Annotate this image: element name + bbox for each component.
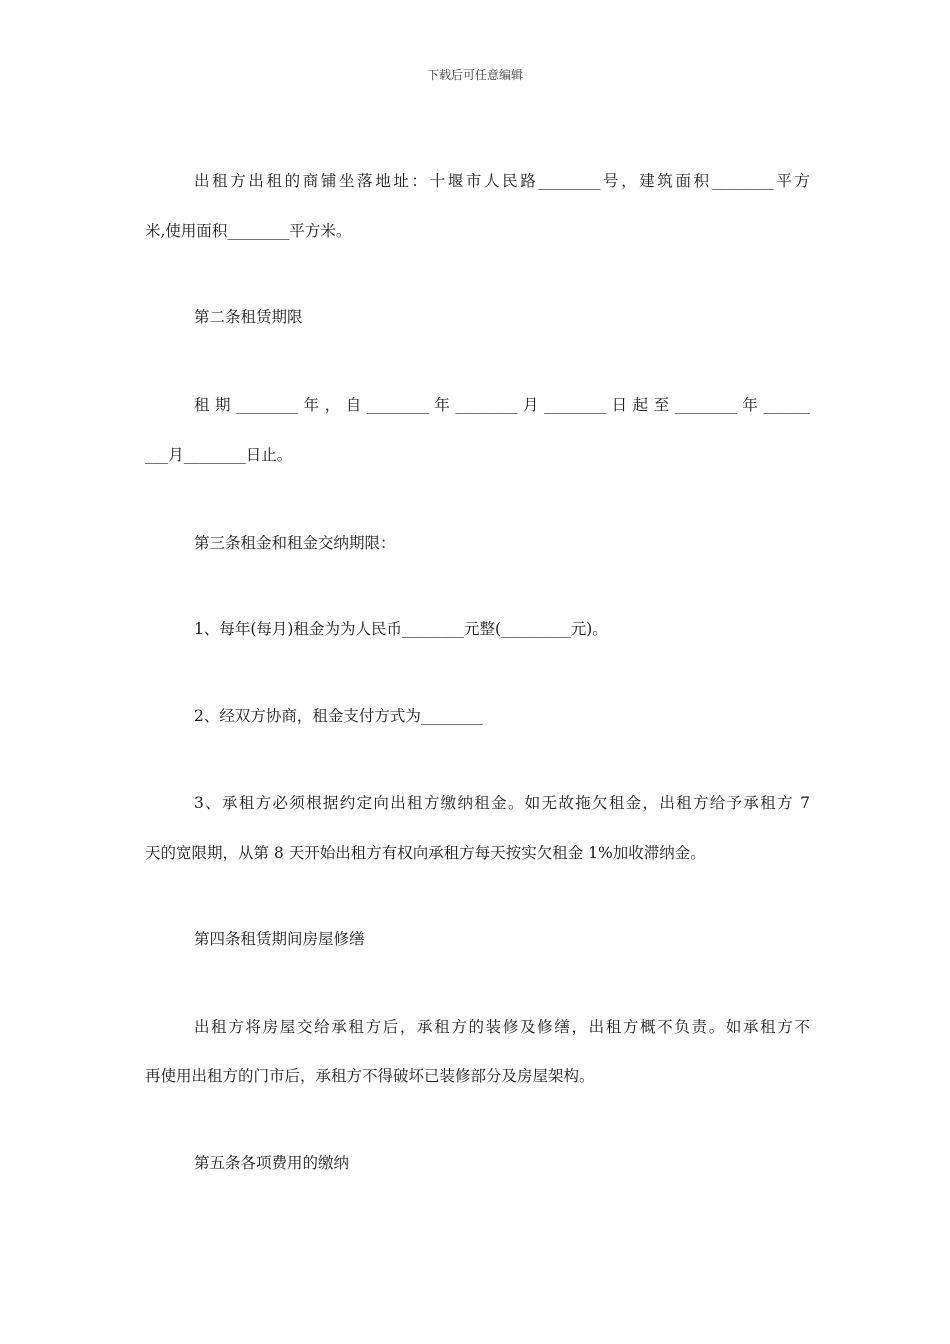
paragraph-line: 租期________年，自________年________月________日起至________年______ <box>194 396 810 414</box>
paragraph-line: 米,使用面积________平方米。 <box>145 222 352 240</box>
paragraph-line: ___月________日止。 <box>145 446 293 464</box>
paragraph-line: 再使用出租方的门市后，承租方不得破坏已装修部分及房屋架构。 <box>145 1067 595 1085</box>
paragraph-line: 1、每年(每月)租金为为人民币________元整(_________元)。 <box>194 620 608 638</box>
section-heading: 第二条租赁期限 <box>194 308 303 326</box>
paragraph-line: 天的宽限期，从第 8 天开始出租方有权向承租方每天按实欠租金 1%加收滞纳金。 <box>145 844 706 862</box>
paragraph-line: 3、承租方必须根据约定向出租方缴纳租金。如无故拖欠租金，出租方给予承租方 7 <box>194 794 810 812</box>
section-heading: 第四条租赁期间房屋修缮 <box>194 930 365 948</box>
paragraph-line: 2、经双方协商，租金支付方式为________ <box>194 707 483 725</box>
page-header: 下载后可任意编辑 <box>426 68 523 82</box>
paragraph-line: 出租方出租的商铺坐落地址：十堰市人民路________号，建筑面积________平方 <box>194 172 810 190</box>
section-heading: 第五条各项费用的缴纳 <box>194 1154 350 1172</box>
section-heading: 第三条租金和租金交纳期限： <box>194 534 396 552</box>
paragraph-line: 出租方将房屋交给承租方后，承租方的装修及修缮，出租方概不负责。如承租方不 <box>194 1018 810 1036</box>
